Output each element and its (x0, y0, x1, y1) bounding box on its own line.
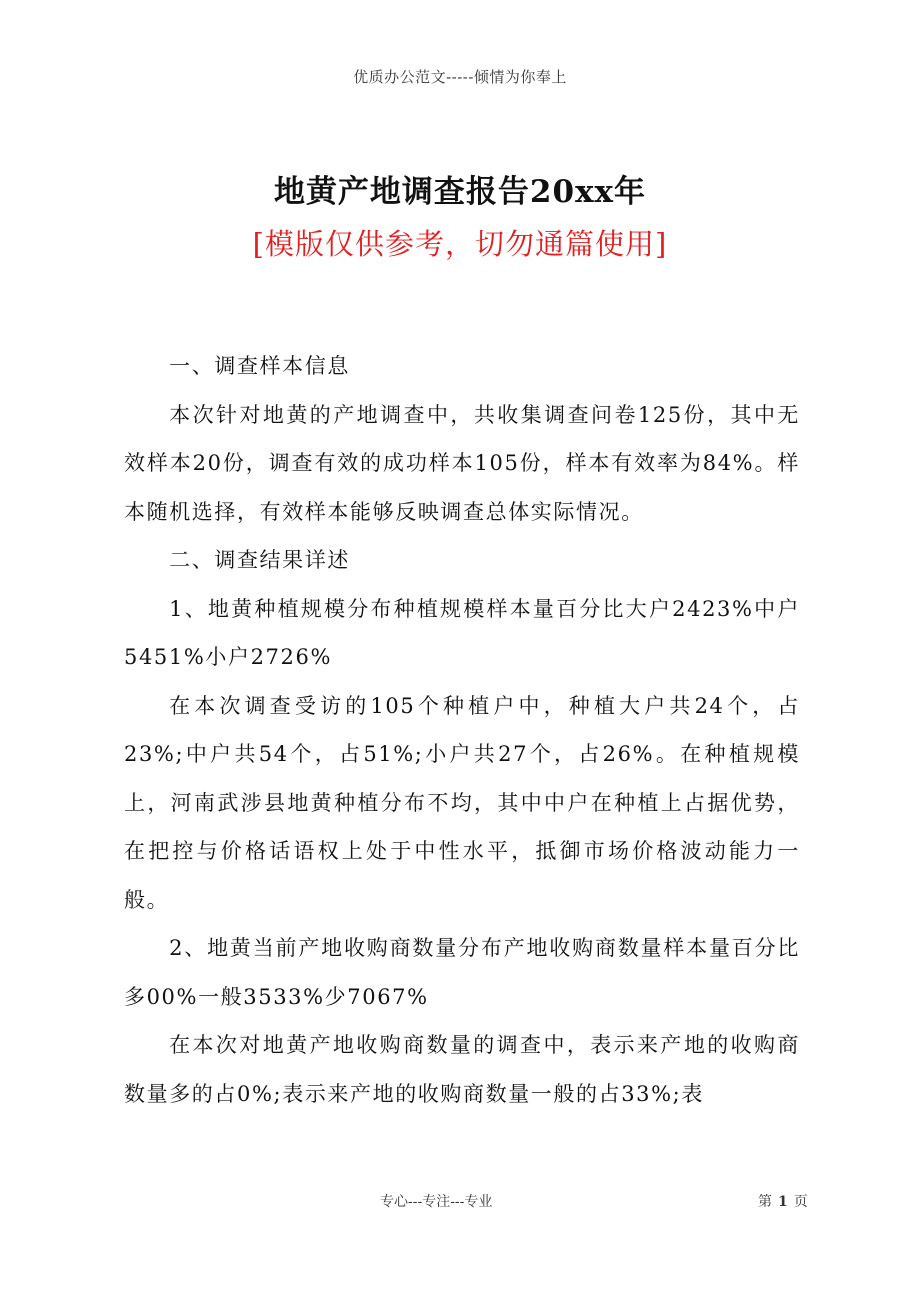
page-prefix: 第 (758, 1194, 772, 1210)
page-suffix: 页 (793, 1194, 808, 1210)
section-heading-results: 二、调查结果详述 (169, 548, 350, 572)
page-number (758, 1191, 808, 1211)
document-body (124, 342, 800, 1118)
page-number-value: 1 (778, 1194, 788, 1210)
template-notice: [模版仅供参考，切勿通篇使用] (252, 227, 668, 261)
page-footer-slogan: 专心---专注---专业 (380, 1194, 493, 1210)
document-title: 地黄产地调查报告20xx年 (273, 174, 647, 210)
paragraph-planting-scale: 在本次调查受访的105个种植户中，种植大户共24个，占23%;中户共54个，占51%;小户共27个，占26%。在种植规模上，河南武涉县地黄种植分布不均，其中中户在种植上占据优势，在把控与价格话语权上处于中性水平，抵御市场价格波动能力一般。 (124, 693, 800, 912)
paragraph-sample-info: 本次针对地黄的产地调查中，共收集调查问卷125份，其中无效样本20份，调查有效的成功样本105份，样本有效率为84%。样本随机选择，有效样本能够反映调查总体实际情况。 (124, 402, 800, 524)
page-header: 优质办公范文-----倾情为你奉上 (353, 68, 567, 86)
paragraph-buyer-count: 在本次对地黄产地收购商数量的调查中，表示来产地的收购商数量多的占0%;表示来产地的收购商数量一般的占33%;表 (124, 1033, 800, 1106)
subheading-buyer-count: 2、地黄当前产地收购商数量分布产地收购商数量样本量百分比多00%一般3533%少7067% (124, 936, 800, 1009)
subheading-planting-scale: 1、地黄种植规模分布种植规模样本量百分比大户2423%中户5451%小户2726% (124, 596, 800, 669)
section-heading-sample-info: 一、调查样本信息 (169, 354, 350, 378)
